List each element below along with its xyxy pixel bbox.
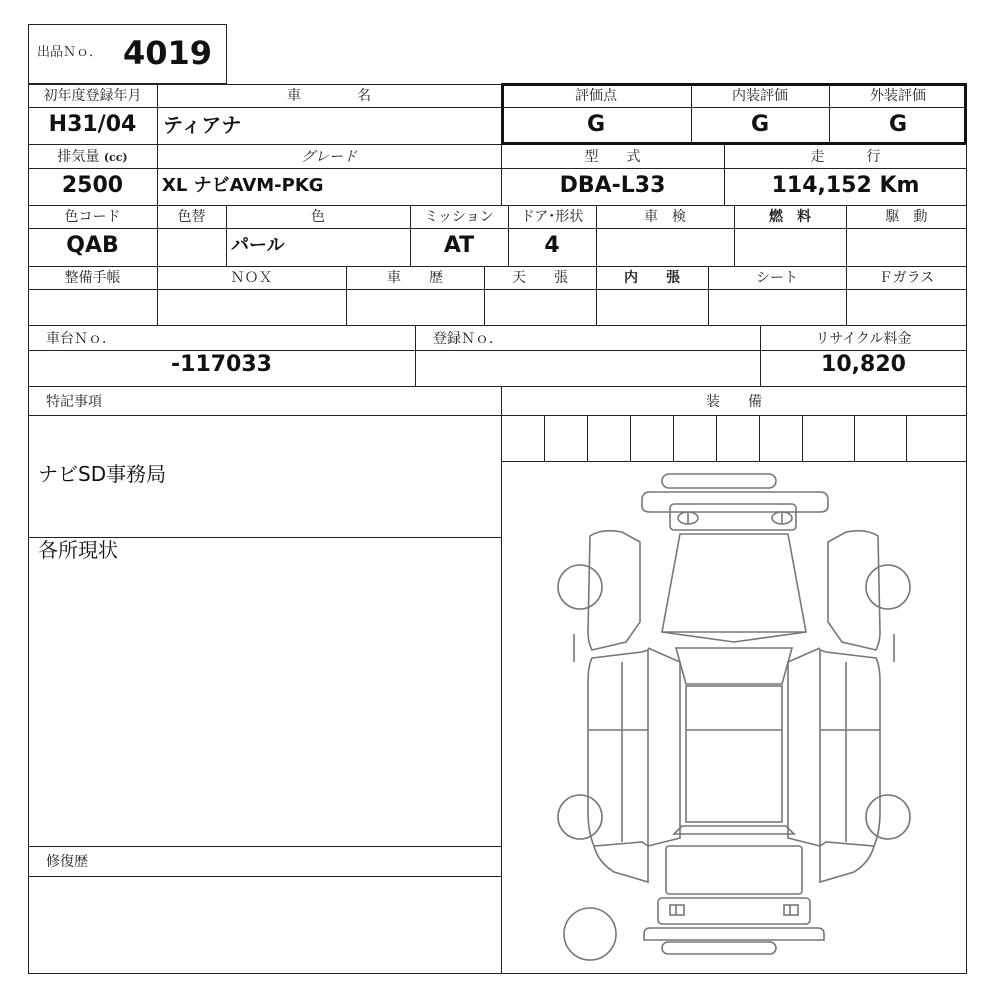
roof-label: 天 張	[512, 270, 568, 286]
mileage-label: 走 行	[810, 149, 881, 165]
door-label: ドア･形状	[520, 209, 584, 225]
car-damage-diagram	[502, 462, 966, 973]
seat-label: シート	[756, 270, 798, 286]
special-notes-label: 特記事項	[46, 394, 102, 410]
displacement-unit: (cc)	[103, 151, 128, 164]
grade-value: XL ナビAVM-PKG	[162, 175, 324, 196]
car-name-value: ティアナ	[163, 113, 242, 137]
mission-value: AT	[443, 233, 475, 258]
inspection-label: 車 検	[644, 209, 686, 225]
interior-lining-label: 内 張	[624, 270, 680, 286]
color-code-label: 色コード	[64, 209, 121, 225]
nox-label: ＮＯＸ	[230, 270, 273, 286]
lot-number: 4019	[123, 34, 213, 72]
grade-label: グレード	[301, 149, 357, 165]
model-label: 型 式	[584, 149, 641, 165]
registration-label: 登録Ｎｏ．	[433, 331, 503, 347]
displacement-label	[28, 147, 157, 168]
displacement-label-text: 排気量	[57, 149, 100, 165]
car-name-label: 車 名	[287, 88, 371, 104]
interior-score-value: G	[750, 112, 770, 137]
color-value: パール	[231, 235, 285, 256]
repaint-label: 色替	[177, 209, 206, 225]
fuel-label: 燃 料	[769, 209, 811, 225]
drive-label: 駆 動	[885, 209, 928, 225]
displacement-value: 2500	[61, 173, 124, 198]
glass-label: Ｆガラス	[878, 270, 935, 286]
mileage-value: 114,152 Km	[771, 173, 920, 198]
repair-history-label: 修復歴	[46, 854, 88, 870]
maintenance-label: 整備手帳	[64, 270, 121, 286]
exterior-score-label: 外装評価	[870, 88, 926, 104]
condition-label: 各所現状	[38, 538, 118, 562]
chassis-label: 車台Ｎｏ．	[46, 331, 116, 347]
recycle-label: リサイクル料金	[815, 331, 912, 347]
reg-year-label: 初年度登録年月	[43, 88, 142, 104]
score-value: G	[586, 112, 606, 137]
history-label: 車 歴	[387, 270, 443, 286]
interior-score-label: 内装評価	[732, 88, 788, 104]
mission-label: ミッション	[424, 209, 494, 225]
lot-number-label: 出品Ｎｏ．	[37, 45, 103, 60]
special-notes-text: ナビSD事務局	[38, 462, 167, 486]
model-value: DBA-L33	[559, 173, 666, 198]
lot-number-box	[28, 24, 227, 84]
reg-year-value: H31/04	[48, 112, 137, 137]
recycle-value: 10,820	[821, 352, 906, 377]
equipment-label: 装 備	[706, 394, 762, 410]
color-code-value: QAB	[66, 233, 119, 258]
exterior-score-value: G	[888, 112, 908, 137]
chassis-value: -117033	[171, 352, 272, 377]
score-label: 評価点	[575, 88, 617, 104]
color-label: 色	[311, 209, 325, 225]
door-value: 4	[544, 233, 560, 258]
